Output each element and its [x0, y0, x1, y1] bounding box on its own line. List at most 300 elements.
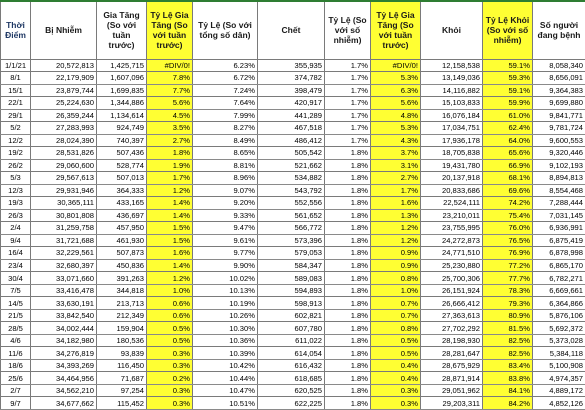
cell-active-cases: 8,656,091 — [533, 72, 585, 85]
cell-infected: 34,562,210 — [31, 384, 97, 397]
cell-deaths: 602,821 — [258, 309, 325, 322]
cell-death-rate: 1.8% — [325, 372, 371, 385]
cell-recovery-rate: 77.2% — [483, 259, 533, 272]
cell-death-increase-rate: #DIV/0! — [371, 59, 421, 72]
cell-recovered: 26,666,412 — [421, 297, 483, 310]
cell-active-cases: 5,100,908 — [533, 359, 585, 372]
cell-infected: 32,229,561 — [31, 247, 97, 260]
cell-death-rate: 1.7% — [325, 97, 371, 110]
cell-infected: 20,572,813 — [31, 59, 97, 72]
cell-increase-rate: 0.6% — [147, 309, 193, 322]
cell-recovery-rate: 84.2% — [483, 397, 533, 410]
cell-active-cases: 6,878,998 — [533, 247, 585, 260]
cell-date: 4/6 — [1, 334, 31, 347]
cell-death-increase-rate: 0.5% — [371, 347, 421, 360]
cell-population-rate: 10.42% — [193, 359, 258, 372]
cell-death-rate: 1.8% — [325, 284, 371, 297]
table-row — [1, 234, 585, 247]
cell-recovery-rate: 75.4% — [483, 209, 533, 222]
cell-recovered: 27,363,613 — [421, 309, 483, 322]
cell-deaths: 521,662 — [258, 159, 325, 172]
cell-death-rate: 1.8% — [325, 272, 371, 285]
cell-recovered: 25,230,880 — [421, 259, 483, 272]
table-row — [1, 297, 585, 310]
cell-date: 5/3 — [1, 172, 31, 185]
cell-date: 2/7 — [1, 384, 31, 397]
cell-infected: 29,060,600 — [31, 159, 97, 172]
cell-death-increase-rate: 5.6% — [371, 97, 421, 110]
cell-recovery-rate: 76.9% — [483, 247, 533, 260]
cell-death-rate: 1.8% — [325, 334, 371, 347]
cell-deaths: 589,083 — [258, 272, 325, 285]
cell-population-rate: 10.30% — [193, 322, 258, 335]
cell-recovery-rate: 81.5% — [483, 322, 533, 335]
cell-increase: 433,165 — [97, 197, 147, 210]
cell-deaths: 505,542 — [258, 147, 325, 160]
column-header-increase: Gia Tăng (So với tuần trước) — [97, 1, 147, 59]
cell-date: 9/7 — [1, 397, 31, 410]
cell-date: 9/4 — [1, 234, 31, 247]
cell-infected: 29,931,946 — [31, 184, 97, 197]
cell-death-rate: 1.8% — [325, 234, 371, 247]
cell-deaths: 611,022 — [258, 334, 325, 347]
cell-deaths: 561,652 — [258, 209, 325, 222]
cell-death-increase-rate: 3.7% — [371, 147, 421, 160]
table-row — [1, 84, 585, 97]
cell-active-cases: 7,288,444 — [533, 197, 585, 210]
cell-increase-rate: 7.7% — [147, 84, 193, 97]
cell-increase: 1,344,886 — [97, 97, 147, 110]
cell-death-increase-rate: 6.3% — [371, 84, 421, 97]
column-header-population-rate: Tỷ Lệ (So với tổng số dân) — [193, 1, 258, 59]
table-row — [1, 72, 585, 85]
cell-infected: 22,179,909 — [31, 72, 97, 85]
cell-recovery-rate: 62.4% — [483, 122, 533, 135]
cell-population-rate: 9.61% — [193, 234, 258, 247]
cell-death-increase-rate: 1.6% — [371, 197, 421, 210]
cell-increase-rate: 1.0% — [147, 284, 193, 297]
cell-recovery-rate: 59.9% — [483, 97, 533, 110]
cell-deaths: 614,054 — [258, 347, 325, 360]
cell-active-cases: 6,936,991 — [533, 222, 585, 235]
table-row — [1, 309, 585, 322]
cell-recovered: 17,034,751 — [421, 122, 483, 135]
table-row — [1, 59, 585, 72]
cell-increase: 212,349 — [97, 309, 147, 322]
cell-date: 1/1/21 — [1, 59, 31, 72]
cell-date: 8/1 — [1, 72, 31, 85]
cell-active-cases: 5,373,028 — [533, 334, 585, 347]
table-row — [1, 222, 585, 235]
cell-increase-rate: 1.5% — [147, 222, 193, 235]
cell-deaths: 420,917 — [258, 97, 325, 110]
cell-recovery-rate: 76.5% — [483, 234, 533, 247]
cell-infected: 34,677,662 — [31, 397, 97, 410]
cell-population-rate: 10.36% — [193, 334, 258, 347]
cell-date: 30/4 — [1, 272, 31, 285]
cell-active-cases: 9,699,880 — [533, 97, 585, 110]
cell-active-cases: 9,320,446 — [533, 147, 585, 160]
cell-death-increase-rate: 1.2% — [371, 234, 421, 247]
cell-recovered: 19,431,780 — [421, 159, 483, 172]
cell-date: 5/2 — [1, 122, 31, 135]
cell-death-increase-rate: 0.9% — [371, 247, 421, 260]
cell-death-increase-rate: 5.3% — [371, 122, 421, 135]
cell-recovered: 22,524,111 — [421, 197, 483, 210]
cell-recovery-rate: 76.0% — [483, 222, 533, 235]
cell-population-rate: 10.44% — [193, 372, 258, 385]
cell-date: 23/4 — [1, 259, 31, 272]
cell-date: 2/4 — [1, 222, 31, 235]
cell-population-rate: 8.65% — [193, 147, 258, 160]
cell-active-cases: 9,841,771 — [533, 109, 585, 122]
cell-population-rate: 10.39% — [193, 347, 258, 360]
table-row — [1, 397, 585, 410]
cell-population-rate: 9.47% — [193, 222, 258, 235]
cell-increase-rate: 0.5% — [147, 334, 193, 347]
cell-increase-rate: 0.3% — [147, 384, 193, 397]
cell-death-increase-rate: 0.3% — [371, 384, 421, 397]
cell-date: 19/3 — [1, 197, 31, 210]
cell-increase-rate: 1.4% — [147, 259, 193, 272]
cell-death-increase-rate: 5.3% — [371, 72, 421, 85]
cell-death-rate: 1.8% — [325, 347, 371, 360]
cell-deaths: 552,556 — [258, 197, 325, 210]
cell-death-rate: 1.8% — [325, 222, 371, 235]
cell-date: 18/6 — [1, 359, 31, 372]
cell-active-cases: 4,974,357 — [533, 372, 585, 385]
cell-infected: 32,680,397 — [31, 259, 97, 272]
cell-increase: 344,818 — [97, 284, 147, 297]
cell-recovered: 24,771,510 — [421, 247, 483, 260]
cell-increase-rate: 1.2% — [147, 272, 193, 285]
cell-infected: 33,416,478 — [31, 284, 97, 297]
cell-increase: 1,134,614 — [97, 109, 147, 122]
cell-death-rate: 1.8% — [325, 309, 371, 322]
column-header-death-rate: Tỷ Lệ (So với số nhiễm) — [325, 1, 371, 59]
cell-population-rate: 10.47% — [193, 384, 258, 397]
cell-deaths: 584,347 — [258, 259, 325, 272]
column-header-death-increase-rate: Tỷ Lệ Gia Tăng (So với tuần trước) — [371, 1, 421, 59]
cell-increase: 507,013 — [97, 172, 147, 185]
cell-death-rate: 1.8% — [325, 159, 371, 172]
cell-increase: 507,873 — [97, 247, 147, 260]
cell-recovered: 13,149,036 — [421, 72, 483, 85]
table-header — [1, 1, 585, 59]
cell-date: 16/4 — [1, 247, 31, 260]
cell-increase-rate: 0.3% — [147, 397, 193, 410]
cell-death-increase-rate: 0.9% — [371, 259, 421, 272]
cell-increase: 924,749 — [97, 122, 147, 135]
cell-recovered: 28,675,929 — [421, 359, 483, 372]
cell-increase-rate: 0.3% — [147, 347, 193, 360]
cell-infected: 34,276,819 — [31, 347, 97, 360]
cell-recovered: 26,151,924 — [421, 284, 483, 297]
cell-active-cases: 9,781,724 — [533, 122, 585, 135]
cell-death-increase-rate: 3.1% — [371, 159, 421, 172]
cell-death-rate: 1.8% — [325, 147, 371, 160]
cell-recovered: 20,137,918 — [421, 172, 483, 185]
cell-deaths: 594,893 — [258, 284, 325, 297]
cell-active-cases: 8,894,813 — [533, 172, 585, 185]
cell-infected: 28,531,826 — [31, 147, 97, 160]
cell-infected: 30,365,111 — [31, 197, 97, 210]
cell-recovery-rate: 83.8% — [483, 372, 533, 385]
cell-population-rate: 6.23% — [193, 59, 258, 72]
cell-recovery-rate: 78.3% — [483, 284, 533, 297]
cell-recovery-rate: 65.6% — [483, 147, 533, 160]
cell-death-increase-rate: 1.7% — [371, 184, 421, 197]
table-row — [1, 347, 585, 360]
cell-recovered: 15,103,833 — [421, 97, 483, 110]
cell-recovery-rate: 64.0% — [483, 134, 533, 147]
cell-infected: 34,182,980 — [31, 334, 97, 347]
cell-death-rate: 1.8% — [325, 197, 371, 210]
cell-increase-rate: 1.6% — [147, 247, 193, 260]
cell-increase: 213,713 — [97, 297, 147, 310]
cell-date: 25/6 — [1, 372, 31, 385]
cell-active-cases: 4,889,172 — [533, 384, 585, 397]
cell-infected: 26,359,244 — [31, 109, 97, 122]
cell-recovered: 23,210,011 — [421, 209, 483, 222]
table-row — [1, 97, 585, 110]
cell-infected: 27,283,993 — [31, 122, 97, 135]
cell-death-increase-rate: 0.5% — [371, 334, 421, 347]
cell-recovery-rate: 83.4% — [483, 359, 533, 372]
cell-increase: 528,774 — [97, 159, 147, 172]
cell-infected: 23,879,744 — [31, 84, 97, 97]
cell-recovered: 20,833,686 — [421, 184, 483, 197]
cell-increase-rate: 0.3% — [147, 359, 193, 372]
cell-deaths: 579,053 — [258, 247, 325, 260]
cell-recovery-rate: 59.1% — [483, 59, 533, 72]
cell-death-rate: 1.7% — [325, 109, 371, 122]
cell-death-increase-rate: 0.4% — [371, 372, 421, 385]
cell-date: 28/5 — [1, 322, 31, 335]
table-row — [1, 334, 585, 347]
cell-recovered: 14,116,882 — [421, 84, 483, 97]
cell-deaths: 620,525 — [258, 384, 325, 397]
cell-population-rate: 9.77% — [193, 247, 258, 260]
cell-deaths: 374,782 — [258, 72, 325, 85]
cell-increase: 507,436 — [97, 147, 147, 160]
cell-increase: 450,836 — [97, 259, 147, 272]
cell-recovery-rate: 59.3% — [483, 72, 533, 85]
cell-death-increase-rate: 0.3% — [371, 397, 421, 410]
cell-recovery-rate: 69.6% — [483, 184, 533, 197]
cell-active-cases: 5,384,118 — [533, 347, 585, 360]
cell-active-cases: 8,554,468 — [533, 184, 585, 197]
table-row — [1, 147, 585, 160]
column-header-date: Thời Điểm — [1, 1, 31, 59]
cell-active-cases: 6,865,170 — [533, 259, 585, 272]
cell-infected: 28,024,390 — [31, 134, 97, 147]
cell-date: 21/5 — [1, 309, 31, 322]
cell-recovery-rate: 82.5% — [483, 347, 533, 360]
cell-increase-rate: 0.5% — [147, 322, 193, 335]
cell-death-increase-rate: 2.7% — [371, 172, 421, 185]
cell-death-increase-rate: 0.7% — [371, 297, 421, 310]
table-row — [1, 172, 585, 185]
cell-population-rate: 10.51% — [193, 397, 258, 410]
cell-recovery-rate: 61.0% — [483, 109, 533, 122]
cell-infected: 25,224,630 — [31, 97, 97, 110]
column-header-deaths: Chết — [258, 1, 325, 59]
cell-deaths: 467,518 — [258, 122, 325, 135]
column-header-active-cases: Số người đang bệnh — [533, 1, 585, 59]
cell-population-rate: 9.33% — [193, 209, 258, 222]
cell-population-rate: 7.24% — [193, 84, 258, 97]
cell-recovery-rate: 74.2% — [483, 197, 533, 210]
cell-increase-rate: 1.7% — [147, 172, 193, 185]
cell-active-cases: 9,600,553 — [533, 134, 585, 147]
cell-death-increase-rate: 0.7% — [371, 309, 421, 322]
cell-active-cases: 8,058,340 — [533, 59, 585, 72]
cell-increase: 180,536 — [97, 334, 147, 347]
cell-population-rate: 10.19% — [193, 297, 258, 310]
cell-recovered: 28,198,930 — [421, 334, 483, 347]
cell-infected: 31,721,688 — [31, 234, 97, 247]
cell-increase: 364,333 — [97, 184, 147, 197]
cell-infected: 34,464,956 — [31, 372, 97, 385]
cell-increase-rate: 3.5% — [147, 122, 193, 135]
cell-population-rate: 6.72% — [193, 72, 258, 85]
cell-active-cases: 6,782,271 — [533, 272, 585, 285]
cell-active-cases: 6,364,866 — [533, 297, 585, 310]
cell-increase: 391,263 — [97, 272, 147, 285]
cell-date: 19/2 — [1, 147, 31, 160]
cell-death-rate: 1.7% — [325, 134, 371, 147]
table-row — [1, 209, 585, 222]
table-body — [1, 59, 585, 410]
cell-population-rate: 9.20% — [193, 197, 258, 210]
cell-date: 11/6 — [1, 347, 31, 360]
cell-increase: 93,839 — [97, 347, 147, 360]
cell-recovered: 16,076,184 — [421, 109, 483, 122]
cell-deaths: 616,432 — [258, 359, 325, 372]
cell-increase: 740,397 — [97, 134, 147, 147]
cell-infected: 33,630,191 — [31, 297, 97, 310]
table-row — [1, 272, 585, 285]
table-row — [1, 259, 585, 272]
cell-deaths: 566,772 — [258, 222, 325, 235]
cell-date: 29/1 — [1, 109, 31, 122]
cell-increase-rate: 1.9% — [147, 159, 193, 172]
cell-date: 12/2 — [1, 134, 31, 147]
cell-death-rate: 1.8% — [325, 384, 371, 397]
cell-date: 26/2 — [1, 159, 31, 172]
cell-death-increase-rate: 0.8% — [371, 272, 421, 285]
cell-increase-rate: #DIV/0! — [147, 59, 193, 72]
cell-infected: 34,393,269 — [31, 359, 97, 372]
cell-death-rate: 1.8% — [325, 184, 371, 197]
cell-recovery-rate: 84.1% — [483, 384, 533, 397]
cell-death-rate: 1.7% — [325, 72, 371, 85]
cell-recovered: 27,702,292 — [421, 322, 483, 335]
cell-death-increase-rate: 0.8% — [371, 322, 421, 335]
cell-population-rate: 9.07% — [193, 184, 258, 197]
cell-infected: 30,801,808 — [31, 209, 97, 222]
cell-recovery-rate: 82.5% — [483, 334, 533, 347]
cell-death-rate: 1.8% — [325, 297, 371, 310]
cell-population-rate: 8.49% — [193, 134, 258, 147]
cell-deaths: 618,685 — [258, 372, 325, 385]
cell-active-cases: 6,669,661 — [533, 284, 585, 297]
cell-population-rate: 10.26% — [193, 309, 258, 322]
cell-death-increase-rate: 4.8% — [371, 109, 421, 122]
cell-deaths: 355,935 — [258, 59, 325, 72]
cell-increase-rate: 7.8% — [147, 72, 193, 85]
table-row — [1, 384, 585, 397]
table-row — [1, 284, 585, 297]
cell-increase: 461,930 — [97, 234, 147, 247]
cell-recovered: 28,871,914 — [421, 372, 483, 385]
cell-increase: 71,687 — [97, 372, 147, 385]
cell-increase: 1,607,096 — [97, 72, 147, 85]
table-row — [1, 184, 585, 197]
column-header-recovery-rate: Tỷ Lệ Khỏi (So với số nhiễm) — [483, 1, 533, 59]
header-row — [1, 1, 585, 59]
cell-deaths: 486,412 — [258, 134, 325, 147]
cell-date: 22/1 — [1, 97, 31, 110]
cell-increase-rate: 1.4% — [147, 197, 193, 210]
cell-increase: 159,904 — [97, 322, 147, 335]
cell-deaths: 622,225 — [258, 397, 325, 410]
cell-active-cases: 5,692,372 — [533, 322, 585, 335]
cell-death-rate: 1.7% — [325, 122, 371, 135]
table-row — [1, 359, 585, 372]
cell-increase: 97,254 — [97, 384, 147, 397]
cell-recovered: 29,203,311 — [421, 397, 483, 410]
cell-population-rate: 9.90% — [193, 259, 258, 272]
cell-deaths: 598,913 — [258, 297, 325, 310]
cell-date: 15/1 — [1, 84, 31, 97]
cell-recovery-rate: 80.9% — [483, 309, 533, 322]
table-row — [1, 122, 585, 135]
cell-recovery-rate: 66.9% — [483, 159, 533, 172]
cell-increase-rate: 1.4% — [147, 209, 193, 222]
cell-increase: 436,697 — [97, 209, 147, 222]
cell-infected: 34,002,444 — [31, 322, 97, 335]
cell-increase-rate: 5.6% — [147, 97, 193, 110]
cell-recovered: 25,700,306 — [421, 272, 483, 285]
cell-death-rate: 1.8% — [325, 172, 371, 185]
cell-death-rate: 1.8% — [325, 397, 371, 410]
cell-death-increase-rate: 1.3% — [371, 209, 421, 222]
cell-population-rate: 8.81% — [193, 159, 258, 172]
cell-death-increase-rate: 1.0% — [371, 284, 421, 297]
cell-infected: 29,567,613 — [31, 172, 97, 185]
cell-recovered: 18,705,838 — [421, 147, 483, 160]
cell-death-rate: 1.7% — [325, 59, 371, 72]
cell-population-rate: 10.13% — [193, 284, 258, 297]
cell-date: 7/5 — [1, 284, 31, 297]
cell-increase: 1,699,835 — [97, 84, 147, 97]
cell-deaths: 441,289 — [258, 109, 325, 122]
cell-recovery-rate: 59.1% — [483, 84, 533, 97]
table-row — [1, 134, 585, 147]
table-row — [1, 247, 585, 260]
table-row — [1, 197, 585, 210]
cell-infected: 31,259,758 — [31, 222, 97, 235]
cell-death-rate: 1.8% — [325, 209, 371, 222]
cell-increase: 115,452 — [97, 397, 147, 410]
cell-death-rate: 1.8% — [325, 322, 371, 335]
cell-recovery-rate: 68.1% — [483, 172, 533, 185]
cell-recovered: 23,755,995 — [421, 222, 483, 235]
table-row — [1, 159, 585, 172]
cell-death-rate: 1.7% — [325, 84, 371, 97]
